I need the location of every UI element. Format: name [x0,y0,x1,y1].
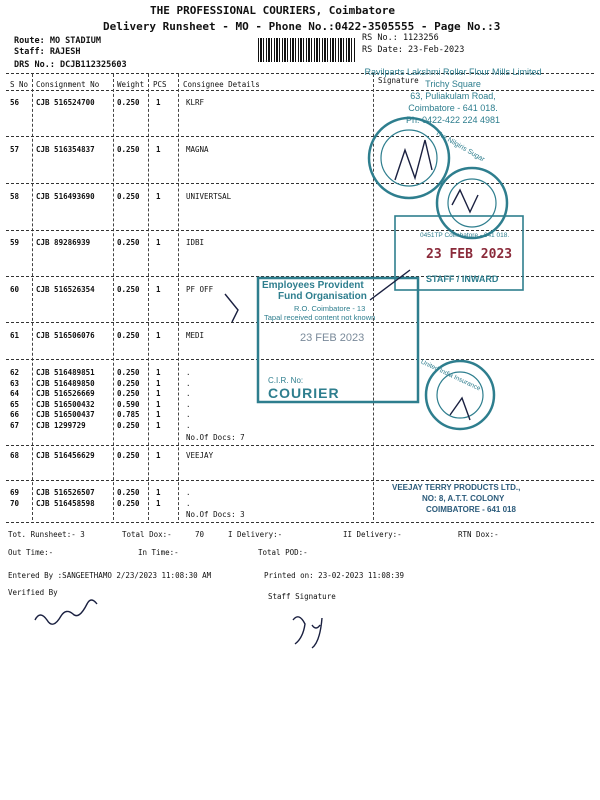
veejay-stamp: VEEJAY TERRY PRODUCTS LTD., NO: 8, A.T.T. COLONY COIMBATORE - 641 018 [392,483,521,514]
out-time: Out Time:- [8,548,54,557]
row-pcs: 1 [156,331,161,340]
staff-signature-label: Staff Signature [268,592,336,601]
printed-on: Printed on: 23-02-2023 11:08:39 [264,571,404,580]
total-pod: Total POD:- [258,548,308,557]
inward-stamp-head: 0451TP Coimbatore - 641 018. [420,232,510,239]
insurance-stamp: United India Insurance [419,358,482,393]
epfo-date: 23 FEB 2023 [300,332,365,344]
page-title: Delivery Runsheet - MO - Phone No.:0422-3505555 - Page No.:3 [103,20,501,33]
docs-count: No.Of Docs: 7 [186,433,245,442]
row-sno: 58 [10,192,20,201]
total-dox-label: Total Dox:- [122,530,172,539]
epfo-ro: R.O. Coimbatore - 13 [294,304,366,313]
group-pcs: 1 1 [156,488,161,508]
row-pcs: 1 [156,285,161,294]
rs-number: RS No.: 1123256 [362,33,439,43]
row-pcs: 1 [156,238,161,247]
row-weight: 0.250 [117,192,140,201]
row-sno: 56 [10,98,20,107]
epfo-stamp: Employees Provident Fund Organisation [262,280,367,302]
row-weight: 0.250 [117,331,140,340]
staff-label: Staff: RAJESH [14,47,81,57]
row-weight: 0.250 [117,285,140,294]
group-weights: 0.250 0.250 [117,488,140,508]
row-consignment: CJB 516456629 [36,451,95,460]
row-pcs: 1 [156,451,161,460]
col-signature: Signature [378,76,419,85]
row-consignee: MAGNA [186,145,209,154]
row-pcs: 1 [156,98,161,107]
col-weight: Weight [117,80,145,89]
row-consignee: PF OFF [186,285,214,294]
route-label: Route: MO STADIUM [14,36,101,46]
flour-mill-stamp: Ravilparts Lakshmi Roller Flour Mills Limited Trichy Square 63, Puliakulam Road, Coimbatore - 641 018. Ph: 0422-422 224 4981 [364,67,542,125]
group-consignees: . . . . . . [186,368,191,430]
row-weight: 0.250 [117,451,140,460]
drs-label: DRS No.: DCJB112325603 [14,60,127,70]
ii-delivery: II Delivery:- [343,530,402,539]
cir-no: C.I.R. No: [268,376,304,385]
company-name: THE PROFESSIONAL COURIERS, Coimbatore [150,4,396,17]
group-snos: 69 70 [10,488,20,508]
row-consignee: MEDI [186,331,205,340]
in-time: In Time:- [138,548,179,557]
col-consignee: Consignee Details [183,80,260,89]
row-consignment: CJB 89286939 [36,238,91,247]
col-consignment: Consignment No [36,80,100,89]
group-pcs: 1 1 1 1 1 1 [156,368,161,430]
row-consignee: UNIVERTSAL [186,192,232,201]
total-dox-value: 70 [195,530,205,539]
i-delivery: I Delivery:- [228,530,283,539]
rtn-dox: RTN Dox:- [458,530,499,539]
docs-count: No.Of Docs: 3 [186,510,245,519]
tot-runsheet: Tot. Runsheet:- 3 [8,530,85,539]
row-consignment: CJB 516354837 [36,145,95,154]
courier-stamp: COURIER [268,385,340,401]
inward-date: 23 FEB 2023 [426,247,513,262]
row-pcs: 1 [156,192,161,201]
row-weight: 0.250 [117,98,140,107]
group-consignments: CJB 516489851 CJB 516489850 CJB 516526669 CJB 516500432 CJB 516500437 CJB 1299729 [36,368,95,430]
row-sno: 57 [10,145,20,154]
inward-label: STAFF / INWARD [426,274,499,284]
row-consignment: CJB 516493690 [36,192,95,201]
col-pcs: PCS [153,80,167,89]
row-consignee: KLRF [186,98,205,107]
row-consignment: CJB 516526354 [36,285,95,294]
row-sno: 68 [10,451,20,460]
row-consignment: CJB 516506076 [36,331,95,340]
group-snos: 62 63 64 65 66 67 [10,368,20,430]
row-weight: 0.250 [117,238,140,247]
row-pcs: 1 [156,145,161,154]
row-sno: 60 [10,285,20,294]
row-sno: 59 [10,238,20,247]
rs-date: RS Date: 23-Feb-2023 [362,45,465,55]
nilgiris-stamp: The Nilgiris Sugar [433,129,486,164]
row-consignment: CJB 516524700 [36,98,95,107]
row-consignee: IDBI [186,238,205,247]
row-weight: 0.250 [117,145,140,154]
verified-by: Verified By [8,588,58,597]
entered-by: Entered By :SANGEETHAMO 2/23/2023 11:08:30 AM [8,571,212,580]
epfo-tapal: Tapal received content not known [264,313,376,322]
group-consignees: . . [186,488,191,508]
group-weights: 0.250 0.250 0.250 0.590 0.785 0.250 [117,368,140,430]
row-consignee: VEEJAY [186,451,214,460]
row-sno: 61 [10,331,20,340]
group-consignments: CJB 516526507 CJB 516458598 [36,488,95,508]
col-sno: S No [10,80,29,89]
